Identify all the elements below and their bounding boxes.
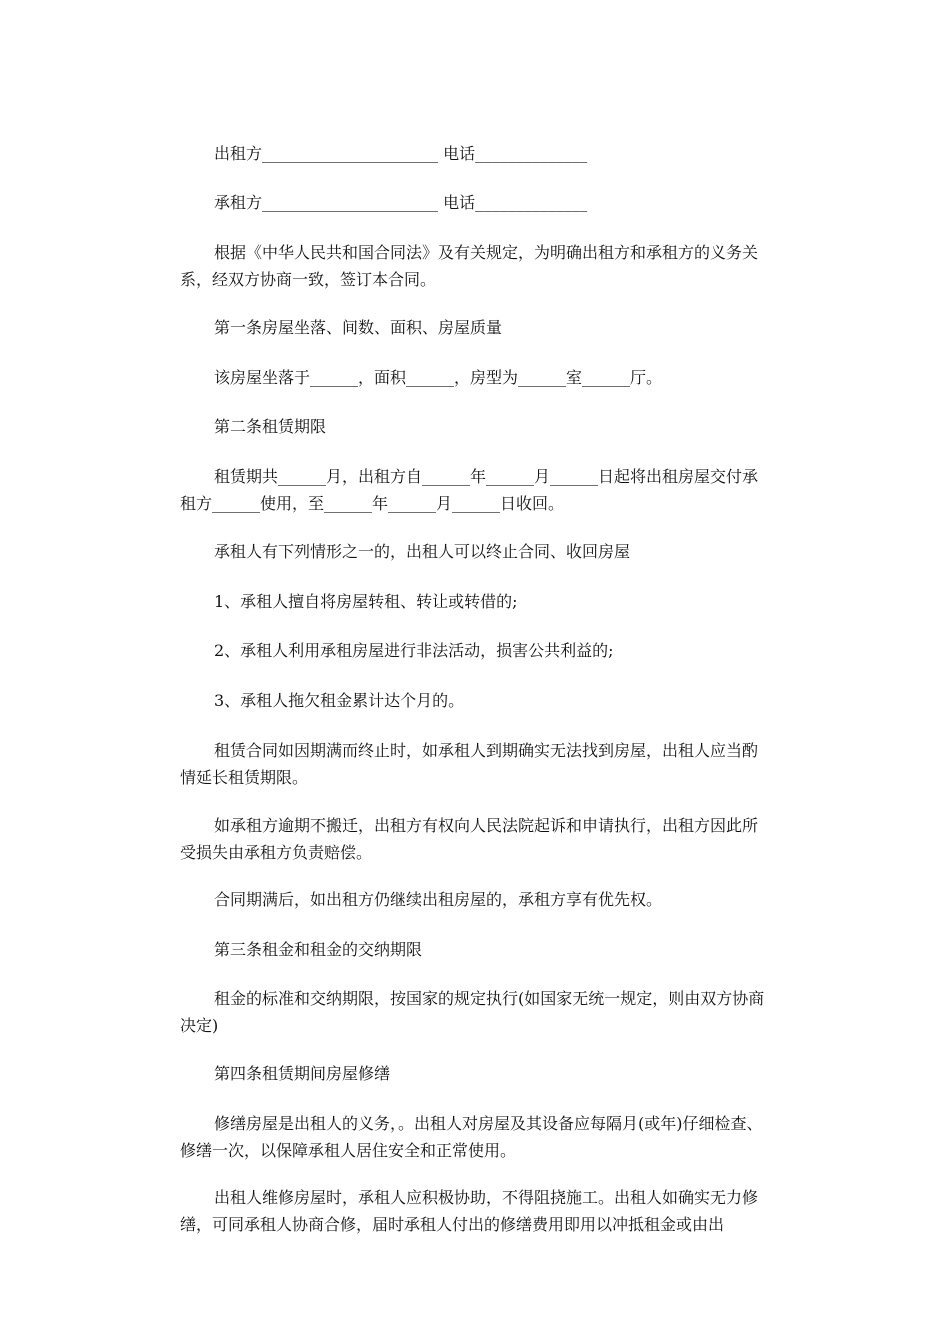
- termination-item-1: 1、承租人擅自将房屋转租、转让或转借的;: [214, 592, 518, 611]
- lessor-line: 出租方______________________ 电话______________: [214, 144, 588, 163]
- article-2-heading: 第二条租赁期限: [214, 417, 327, 436]
- termination-item-2: 2、承租人利用承租房屋进行非法活动，损害公共利益的;: [214, 641, 614, 660]
- intro-paragraph: 根据《中华人民共和国合同法》及有关规定，为明确出租方和承租方的义务关系，经双方协商一致，签订本合同。: [180, 243, 759, 289]
- repair-paragraph: 修缮房屋是出租人的义务，。出租人对房屋及其设备应每隔月(或年)仔细检查、修缮一次，以保障承租人居住安全和正常使用。: [180, 1114, 763, 1160]
- article-4-heading: 第四条租赁期间房屋修缮: [214, 1064, 391, 1083]
- overdue-move-paragraph: 如承租方逾期不搬迁，出租方有权向人民法院起诉和申请执行，出租方因此所受损失由承租方负责赔偿。: [180, 816, 759, 862]
- article-1-heading: 第一条房屋坐落、间数、面积、房屋质量: [214, 318, 503, 337]
- lease-extension-paragraph: 租赁合同如因期满而终止时，如承租人到期确实无法找到房屋，出租人应当酌情延长租赁期限。: [180, 741, 759, 787]
- article-3-heading: 第三条租金和租金的交纳期限: [214, 940, 423, 959]
- lessee-line: 承租方______________________ 电话______________: [214, 193, 588, 212]
- priority-right-paragraph: 合同期满后，如出租方仍继续出租房屋的，承租方享有优先权。: [214, 890, 663, 909]
- article-1-paragraph: 该房屋坐落于______，面积______，房型为______室______厅。: [214, 368, 663, 387]
- termination-item-3: 3、承租人拖欠租金累计达个月的。: [214, 691, 465, 710]
- repair-cooperation-paragraph: 出租人维修房屋时，承租人应积极协助，不得阻挠施工。出租人如确实无力修缮，可同承租人协商合修，届时承租人付出的修缮费用即用以冲抵租金或由出: [180, 1188, 759, 1234]
- rent-paragraph: 租金的标准和交纳期限，按国家的规定执行(如国家无统一规定，则由双方协商决定): [180, 989, 765, 1035]
- termination-intro: 承租人有下列情形之一的，出租人可以终止合同、收回房屋: [214, 542, 631, 561]
- lease-term-paragraph: 租赁期共______月，出租方自______年______月______日起将出租房屋交付承租方______使用，至______年______月______日收回。: [180, 467, 759, 513]
